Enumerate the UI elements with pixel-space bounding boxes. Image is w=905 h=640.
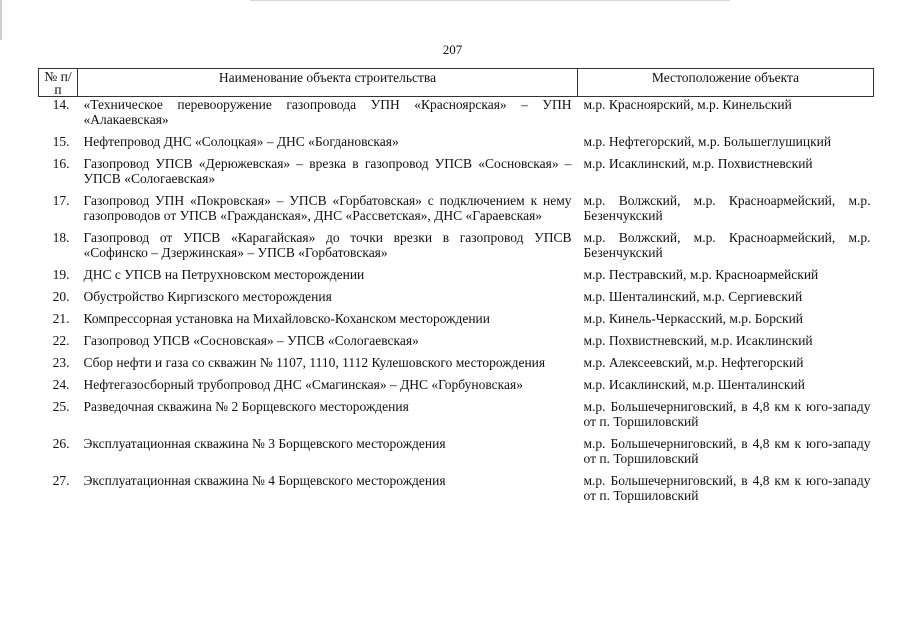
table-header-row [39, 69, 874, 97]
row-location: м.р. Исаклинский, м.р. Шенталинский [583, 377, 805, 392]
table-row [39, 134, 874, 156]
row-num: 19. [52, 267, 70, 282]
row-location: м.р. Шенталинский, м.р. Сергиевский [583, 289, 803, 304]
row-location: м.р. Пестравский, м.р. Красноармейский [583, 267, 819, 282]
row-name: Разведочная скважина № 2 Борщевского месторождения [83, 399, 409, 414]
row-location: м.р. Большечерниговский, в 4,8 км к юго-западу от п. Торшиловский [583, 436, 871, 466]
row-name: «Техническое перевооружение газопровода УПН «Красноярская» – УПН «Алакаевская» [83, 97, 572, 127]
table-row [39, 355, 874, 377]
row-location: м.р. Красноярский, м.р. Кинельский [583, 97, 792, 112]
header-num: № п/п [39, 69, 78, 97]
row-num: 25. [52, 399, 70, 414]
row-num: 14. [52, 97, 70, 112]
header-location: Местоположение объекта [578, 69, 874, 97]
row-name: Газопровод УПСВ «Дерюжевская» – врезка в газопровод УПСВ «Сосновская» – УПСВ «Сологаевская» [83, 156, 572, 186]
row-num: 26. [52, 436, 70, 451]
row-num: 24. [52, 377, 70, 392]
row-name: Нефтегазосборный трубопровод ДНС «Смагинская» – ДНС «Горбуновская» [83, 377, 523, 392]
table-row [39, 377, 874, 399]
table-row [39, 473, 874, 510]
table-row [39, 289, 874, 311]
row-num: 22. [52, 333, 70, 348]
row-name: Эксплуатационная скважина № 3 Борщевского месторождения [83, 436, 446, 451]
row-name: Сбор нефти и газа со скважин № 1107, 1110, 1112 Кулешовского месторождения [83, 355, 546, 370]
header-name: Наименование объекта строительства [78, 69, 578, 97]
row-name: Газопровод УПН «Покровская» – УПСВ «Горбатовская» с подключением к нему газопроводов от УПСВ «Гражданская», ДНС «Рассветская», ДНС «Гараевская» [83, 193, 572, 223]
table-row [39, 311, 874, 333]
table-row [39, 333, 874, 355]
table-row [39, 230, 874, 267]
row-location: м.р. Волжский, м.р. Красноармейский, м.р. Безенчукский [583, 230, 871, 260]
row-name: Компрессорная установка на Михайловско-Коханском месторождении [83, 311, 490, 326]
scan-edge-mark [0, 0, 2, 40]
row-num: 17. [52, 193, 70, 208]
row-location: м.р. Большечерниговский, в 4,8 км к юго-западу от п. Торшиловский [583, 399, 871, 429]
objects-table [38, 68, 874, 510]
row-name: Эксплуатационная скважина № 4 Борщевского месторождения [83, 473, 446, 488]
page-number: 207 [442, 42, 463, 57]
row-name: Обустройство Киргизского месторождения [83, 289, 332, 304]
row-name: Газопровод УПСВ «Сосновская» – УПСВ «Сологаевская» [83, 333, 419, 348]
row-location: м.р. Большечерниговский, в 4,8 км к юго-западу от п. Торшиловский [583, 473, 871, 503]
row-location: м.р. Похвистневский, м.р. Исаклинский [583, 333, 813, 348]
row-location: м.р. Кинель-Черкасский, м.р. Борский [583, 311, 804, 326]
row-num: 21. [52, 311, 70, 326]
row-location: м.р. Алексеевский, м.р. Нефтегорский [583, 355, 804, 370]
row-name: ДНС с УПСВ на Петрухновском месторождении [83, 267, 365, 282]
table-row [39, 97, 874, 135]
row-location: м.р. Волжский, м.р. Красноармейский, м.р. Безенчукский [583, 193, 871, 223]
row-num: 18. [52, 230, 70, 245]
row-num: 20. [52, 289, 70, 304]
row-name: Нефтепровод ДНС «Солоцкая» – ДНС «Богдановская» [83, 134, 399, 149]
row-num: 23. [52, 355, 70, 370]
table-row [39, 399, 874, 436]
table-row [39, 267, 874, 289]
table-row [39, 156, 874, 193]
row-num: 15. [52, 134, 70, 149]
table-row [39, 193, 874, 230]
row-location: м.р. Нефтегорский, м.р. Большеглушицкий [583, 134, 832, 149]
row-num: 16. [52, 156, 70, 171]
table-row [39, 436, 874, 473]
row-location: м.р. Исаклинский, м.р. Похвистневский [583, 156, 813, 171]
row-num: 27. [52, 473, 70, 488]
scan-top-line [250, 0, 730, 1]
row-name: Газопровод от УПСВ «Карагайская» до точки врезки в газопровод УПСВ «Софинско – Дзержинская» – УПСВ «Горбатовская» [83, 230, 572, 260]
